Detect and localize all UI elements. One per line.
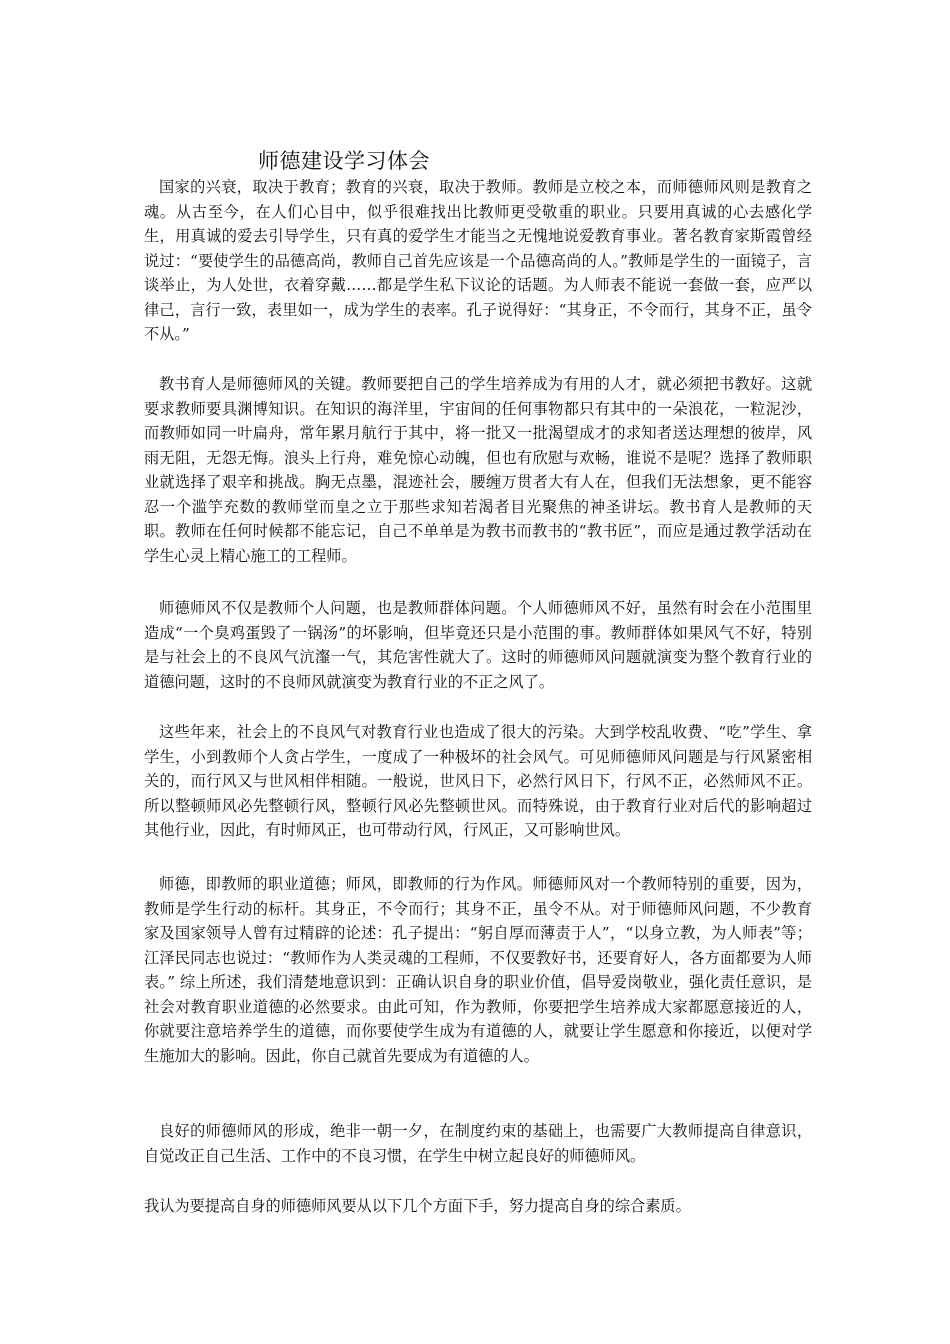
paragraph-1: 国家的兴衰，取决于教育；教育的兴衰，取决于教师。教师是立校之本，而师德师风则是教育之魂。从古至今，在人们心目中，似乎很难找出比教师更受敬重的职业。只要用真诚的心去感化学生，用真诚的爱去引导学生，只有真的爱学生才能当之无愧地说爱教育事业。著名教育家斯霞曾经说过：“要使学生的品德高尚，教师自己首先应该是一个品德高尚的人。”教师是学生的一面镜子，言谈举止，为人处世，衣着穿戴……都是学生私下议论的话题。为人师表不能说一套做一套，应严以律己，言行一致，表里如一，成为学生的表率。孔子说得好：“其身正，不令而行，其身不正，虽令不从。” [144,178,812,343]
paragraph-2: 教书育人是师德师风的关键。教师要把自己的学生培养成为有用的人才，就必须把书教好。这就要求教师要具渊博知识。在知识的海洋里，宇宙间的任何事物都只有其中的一朵浪花，一粒泥沙，而教师如同一叶扁舟，常年累月航行于其中，将一批又一批渴望成才的求知者送达理想的彼岸，风雨无阻，无怨无悔。浪头上行舟，难免惊心动魄，但也有欣慰与欢畅，谁说不是呢？选择了教师职业就选择了艰辛和挑战。胸无点墨，混迹社会，腰缠万贯者大有人在，但我们无法想象，更不能容忍一个滥竽充数的教师堂而皇之立于那些求知若渴者目光聚焦的神圣讲坛。教书育人是教师的天职。教师在任何时候都不能忘记，自己不单单是为教书而教书的“教书匠”，而应是通过教学活动在学生心灵上精心施工的工程师。 [144,375,812,565]
document-title: 师德建设学习体会 [258,149,430,173]
paragraph-7: 我认为要提高自身的师德师风要从以下几个方面下手，努力提高自身的综合素质。 [144,1197,691,1215]
paragraph-5: 师德，即教师的职业道德；师风，即教师的行为作风。师德师风对一个教师特别的重要，因为，教师是学生行动的标杆。其身正，不令而行；其身不正，虽令不从。对于师德师风问题，不少教育家及国家领导人曾有过精辟的论述：孔子提出：“躬自厚而薄责于人”，“以身立教，为人师表”等；江泽民同志也说过：“教师作为人类灵魂的工程师，不仅要教好书，还要育好人，各方面都要为人师表。” 综上所述，我们清楚地意识到：正确认识自身的职业价值，倡导爱岗敬业，强化责任意识，是社会对教育职业道德的必然要求。由此可知，作为教师，你要把学生培养成大家都愿意接近的人，你就要注意培养学生的道德，而你要使学生成为有道德的人，就要让学生愿意和你接近，以便对学生施加大的影响。因此，你自己就首先要成为有道德的人。 [144,875,812,1065]
paragraph-6: 良好的师德师风的形成，绝非一朝一夕，在制度约束的基础上，也需要广大教师提高自律意识，自觉改正自己生活、工作中的不良习惯，在学生中树立起良好的师德师风。 [144,1122,812,1165]
paragraph-4: 这些年来，社会上的不良风气对教育行业也造成了很大的污染。大到学校乱收费、“吃”学生、拿学生，小到教师个人贪占学生，一度成了一种极坏的社会风气。可见师德师风问题是与行风紧密相关的，而行风又与世风相伴相随。一般说，世风日下，必然行风日下，行风不正，必然师风不正。所以整顿师风必先整顿行风，整顿行风必先整顿世风。而特殊说，由于教育行业对后代的影响超过其他行业，因此，有时师风正，也可带动行风，行风正，又可影响世风。 [144,723,812,839]
paragraph-3: 师德师风不仅是教师个人问题，也是教师群体问题。个人师德师风不好，虽然有时会在小范围里造成“一个臭鸡蛋毁了一锅汤”的坏影响，但毕竟还只是小范围的事。教师群体如果风气不好，特别是与社会上的不良风气沆瀣一气，其危害性就大了。这时的师德师风问题就演变为整个教育行业的道德问题，这时的不良师风就演变为教育行业的不正之风了。 [144,599,812,691]
